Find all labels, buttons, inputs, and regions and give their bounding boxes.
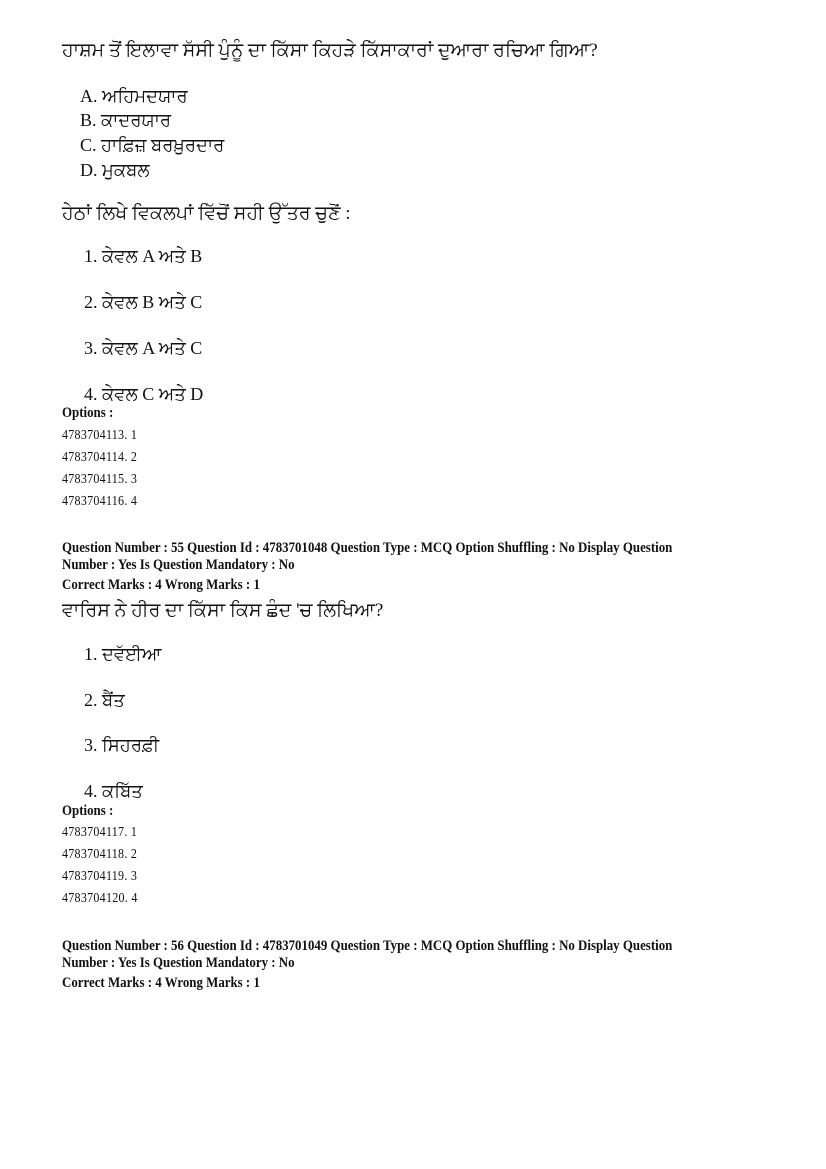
question-55-marks: Correct Marks : 4 Wrong Marks : 1 — [62, 577, 260, 593]
option-id: 4783704118. 2 — [62, 847, 138, 862]
question-56-marks: Correct Marks : 4 Wrong Marks : 1 — [62, 975, 260, 991]
choice-2: 2. ਕੇਵਲ B ਅਤੇ C — [84, 292, 203, 312]
question-54-text: ਹਾਸ਼ਮ ਤੋਂ ਇਲਾਵਾ ਸੱਸੀ ਪੁੰਨੂੰ ਦਾ ਕਿੱਸਾ ਕਿਹੜੇ ਕਿੱਸਾਕਾਰਾਂ ਦੁਆਰਾ ਰਚਿਆ ਗਿਆ? — [62, 40, 598, 61]
option-id: 4783704119. 3 — [62, 869, 138, 884]
choice-4: 4. ਕੇਵਲ C ਅਤੇ D — [84, 384, 204, 404]
statement-a: A. ਅਹਿਮਦਯਾਰ — [80, 86, 188, 106]
choice-4: 4. ਕਬਿੱਤ — [84, 781, 143, 801]
option-id: 4783704116. 4 — [62, 494, 138, 509]
question-56-meta: Question Number : 56 Question Id : 4783701049 Question Type : MCQ Option Shuffling : No Display Question — [62, 938, 673, 954]
option-id: 4783704117. 1 — [62, 825, 138, 840]
option-id: 4783704113. 1 — [62, 428, 138, 443]
option-id: 4783704120. 4 — [62, 891, 138, 906]
question-55-meta: Question Number : 55 Question Id : 4783701048 Question Type : MCQ Option Shuffling : No Display Question — [62, 540, 673, 556]
options-label: Options : — [62, 405, 114, 421]
choice-1: 1. ਦਵੱਈਆ — [84, 644, 162, 664]
choice-1: 1. ਕੇਵਲ A ਅਤੇ B — [84, 246, 203, 266]
choice-3: 3. ਸਿਹਰਫ਼ੀ — [84, 735, 160, 755]
question-55-meta: Number : Yes Is Question Mandatory : No — [62, 557, 295, 573]
question-56-meta: Number : Yes Is Question Mandatory : No — [62, 955, 295, 971]
statement-c: C. ਹਾਫ਼ਿਜ਼ ਬਰਖ਼ੁਰਦਾਰ — [80, 135, 225, 155]
option-id: 4783704114. 2 — [62, 450, 138, 465]
statement-d: D. ਮੁਕਬਲ — [80, 160, 150, 180]
choice-2: 2. ਬੈਂਤ — [84, 690, 125, 710]
options-label: Options : — [62, 803, 114, 819]
question-54-instruction: ਹੇਠਾਂ ਲਿਖੇ ਵਿਕਲਪਾਂ ਵਿੱਚੋਂ ਸਹੀ ਉੱਤਰ ਚੁਣੋਂ : — [62, 203, 351, 224]
question-55-text: ਵਾਰਿਸ ਨੇ ਹੀਰ ਦਾ ਕਿੱਸਾ ਕਿਸ ਛੰਦ 'ਚ ਲਿਖਿਆ? — [62, 600, 384, 621]
option-id: 4783704115. 3 — [62, 472, 138, 487]
statement-b: B. ਕਾਦਰਯਾਰ — [80, 110, 172, 130]
choice-3: 3. ਕੇਵਲ A ਅਤੇ C — [84, 338, 203, 358]
